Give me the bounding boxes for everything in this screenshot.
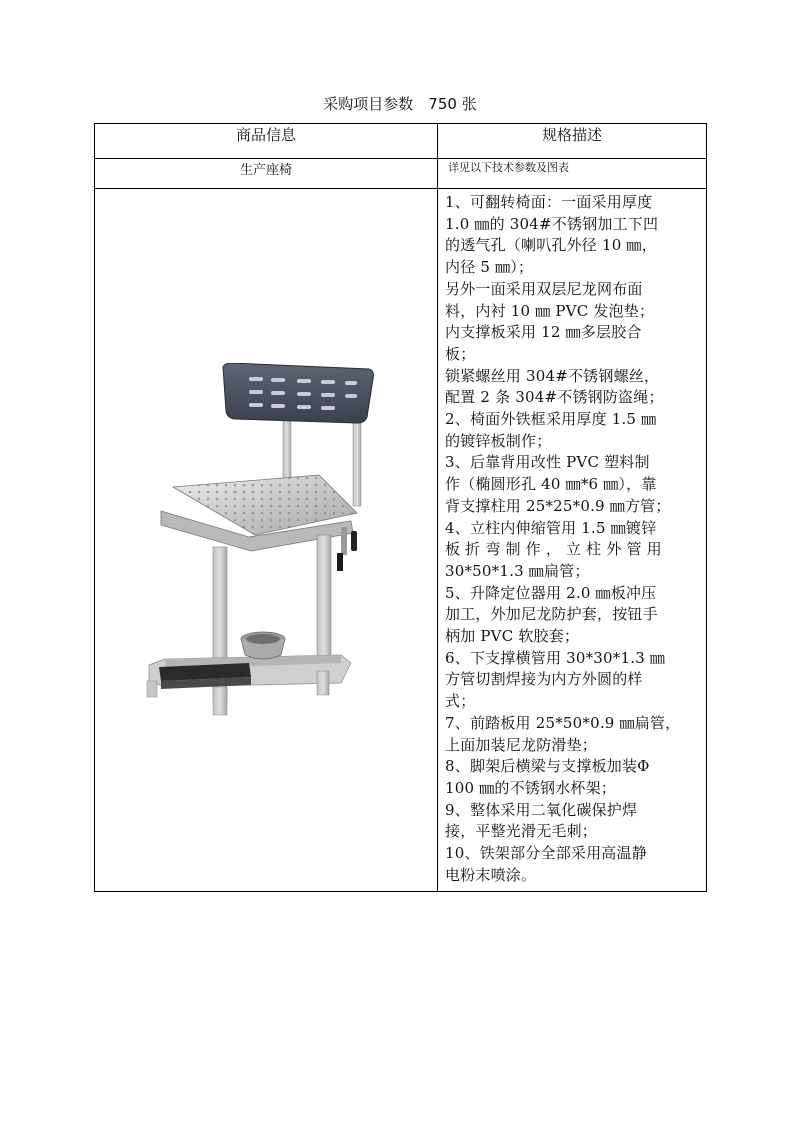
spec-line: 8、脚架后横梁与支撑板加装Φ [445,757,650,776]
header-product-info: 商品信息 [95,124,438,159]
spec-line: 板； [445,344,476,363]
spec-line: 100 ㎜的不锈钢水杯架； [445,778,616,797]
spec-line: 背支撑柱用 25*25*0.9 ㎜方管； [445,496,671,515]
document-title: 采购项目参数 750 张 [323,95,477,113]
spec-line: 柄加 PVC 软胶套； [445,627,580,646]
spec-line: 7、前踏板用 25*50*0.9 ㎜扁管， [445,713,681,732]
spec-line: 的镀锌板制作； [445,431,552,450]
spec-line: 2、椅面外铁框采用厚度 1.5 ㎜ [445,410,657,429]
header-spec-desc: 规格描述 [438,124,707,159]
product-row [95,159,707,189]
spec-lines [445,192,700,887]
spec-table [94,123,707,892]
spec-line: 6、下支撑横管用 30*30*1.3 ㎜ [445,648,666,667]
spec-line: 接，平整光滑无毛刺； [445,822,598,841]
spec-line: 5、升降定位器用 2.0 ㎜板冲压 [445,583,657,602]
spec-line: 3、后靠背用改性 PVC 塑料制 [445,453,650,472]
spec-body-row [95,189,707,892]
spec-line: 另外一面采用双层尼龙网布面 [445,279,643,298]
spec-line: 式； [445,692,476,711]
spec-line: 10、铁架部分全部采用高温静 [445,844,647,863]
spec-line: 作（椭圆形孔 40 ㎜*6 ㎜），靠 [445,475,657,494]
spec-line: 配置 2 条 304#不锈钢防盗绳； [445,388,664,407]
header-row [95,124,707,159]
product-image-cell [95,189,438,892]
spec-line: 30*50*1.3 ㎜扁管； [445,561,590,580]
spec-line: 1.0 ㎜的 304#不锈钢加工下凹 [445,214,659,233]
spec-line: 上面加装尼龙防滑垫； [445,735,598,754]
spec-line: 电粉末喷涂。 [445,865,537,884]
spec-line: 板 折 弯 制 作 ， 立 柱 外 管 用 [445,540,662,559]
spec-line: 9、整体采用二氧化碳保护焊 [445,800,638,819]
spec-text-cell [438,189,707,892]
product-name: 生产座椅 [95,159,438,189]
spec-line: 内支撑板采用 12 ㎜多层胶合 [445,323,642,342]
spec-line: 料，内衬 10 ㎜ PVC 发泡垫； [445,301,655,320]
spec-line: 内径 5 ㎜）； [445,258,534,277]
product-summary: 详见以下技术参数及图表 [438,159,707,189]
spec-line: 方管切割焊接为内方外圆的样 [445,670,643,689]
spec-line: 锁紧螺丝用 304#不锈钢螺丝， [445,366,660,385]
production-chair-image [141,363,375,721]
spec-line: 的透气孔（喇叭孔外径 10 ㎜， [445,236,657,255]
spec-line: 4、立柱内伸缩管用 1.5 ㎜镀锌 [445,518,657,537]
spec-line: 1、可翻转椅面：一面采用厚度 [445,193,653,211]
spec-line: 加工，外加尼龙防护套，按钮手 [445,605,658,624]
